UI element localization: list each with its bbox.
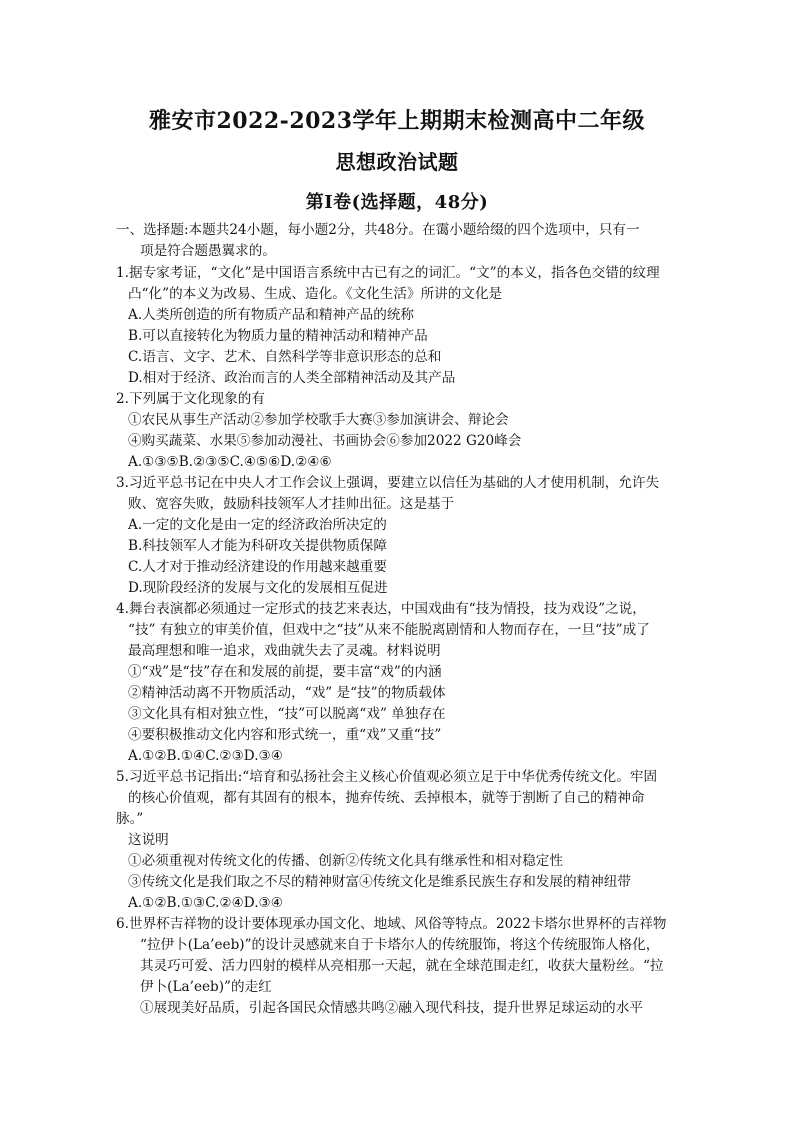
section-heading: 第Ⅰ卷(选择题，48分) [305, 192, 489, 213]
statement-line: ④购买蔬菜、水果⑤参加动漫社、书画协会⑥参加2022 G20峰会 [128, 433, 522, 449]
answer-option: B.可以直接转化为物质力量的精神活动和精神产品 [128, 328, 428, 344]
statement-line: ③传统文化是我们取之不尽的精神财富④传统文化是维系民族生存和发展的精神纽带 [128, 874, 631, 890]
question-stem: 凸“化”的本义为改易、生成、造化。《文化生活》所讲的文化是 [128, 286, 503, 302]
statement-line: ①“戏”是“技”存在和发展的前提，要丰富“戏”的内涵 [128, 664, 442, 680]
answer-option: D.相对于经济、政治而言的人类全部精神活动及其产品 [128, 370, 456, 386]
instructions-line: 项是符合题愚翼求的。 [140, 243, 276, 259]
exam-title: 雅安市2022-2023学年上期期末检测高中二年级 [148, 108, 646, 134]
answer-option: C.人才对于推动经济建设的作用越来越重要 [128, 559, 387, 575]
question-stem: 4.舞台表演都必须通过一定形式的技艺来表达，中国戏曲有“技为情投，技为戏设”之说， [116, 601, 646, 617]
answer-option: C.语言、文字、艺术、自然科学等非意识形态的总和 [128, 349, 442, 365]
question-stem: 最高理想和唯一追求，戏曲就失去了灵魂。材料说明 [128, 643, 441, 659]
answer-option: B.科技领军人才能为科研攻关提供物质保障 [128, 538, 387, 554]
answer-option: A.人类所创造的所有物质产品和精神产品的统称 [128, 307, 415, 323]
question-stem: 3.习近平总书记在中央人才工作会议上强调，要建立以信任为基础的人才使用机制，允许失 [116, 475, 660, 491]
answer-options: A.①②B.①③C.②④D.③④ [128, 895, 283, 911]
answer-options: A.①②B.①④C.②③D.③④ [128, 748, 283, 764]
question-stem: 其灵巧可爱、活力四射的模样从亮相那一天起，就在全球范围走红，收获大量粉丝。“拉 [140, 958, 664, 974]
question-stem: 伊卜(La’eeb)”的走红 [140, 979, 272, 995]
question-stem: 的核心价值观，都有其固有的根本，抛弃传统、丢掉根本，就等于割断了自己的精神命 [128, 790, 645, 806]
exam-subtitle: 思想政治试题 [335, 150, 459, 174]
question-stem: 败、宽容失败，鼓励科技领军人才挂帅出征。这是基于 [128, 496, 455, 512]
question-prompt: 这说明 [128, 832, 169, 848]
answer-option: D.现阶段经济的发展与文化的发展相互促进 [128, 580, 388, 596]
instructions-line: 一、选择题:本题共24小题，每小题2分，共48分。在霭小题给缀的四个选项中，只有一 [116, 222, 640, 238]
statement-line: ①必须重视对传统文化的传播、创新②传统文化具有继承性和相对稳定性 [128, 853, 563, 869]
question-stem: 1.据专家考证，“文化”是中国语言系统中古已有之的词汇。“文”的本义，指各色交错的纹理 [116, 265, 660, 281]
statement-line: ②精神活动离不开物质活动，“戏” 是“技”的物质载体 [128, 685, 446, 701]
question-stem: 2.下列属于文化现象的有 [116, 391, 265, 407]
statement-line: ①农民从事生产活动②参加学校歌手大赛③参加演讲会、辩论会 [128, 412, 509, 428]
answer-options: A.①③⑤B.②③⑤C.④⑤⑥D.②④⑥ [128, 454, 332, 470]
statement-line: ③文化具有相对独立性，“技”可以脱离“戏” 单独存在 [128, 706, 446, 722]
question-stem: “拉伊卜(La’eeb)”的设计灵感就来自于卡塔尔人的传统服饰，将这个传统服饰人格化， [140, 937, 660, 953]
question-stem: 5.习近平总书记指出:“培育和弘扬社会主义核心价值观必须立足于中华优秀传统文化。牢固 [116, 769, 658, 785]
question-stem: 6.世界杯吉祥物的设计要体现承办国文化、地域、风俗等特点。2022卡塔尔世界杯的吉祥物 [116, 916, 667, 932]
answer-option: A.一定的文化是由一定的经济政治所决定的 [128, 517, 387, 533]
statement-line: ④要积极推动文化内容和形式统一，重“戏”又重“技” [128, 727, 442, 743]
question-stem: “技” 有独立的审美价值，但戏中之“技”从来不能脱离剧情和人物而存在，一旦“技”成了 [128, 622, 650, 638]
question-stem: 脉。” [116, 811, 144, 827]
statement-line: ①展现美好品质，引起各国民众情感共鸣②融入现代科技，提升世界足球运动的水平 [140, 1000, 643, 1016]
